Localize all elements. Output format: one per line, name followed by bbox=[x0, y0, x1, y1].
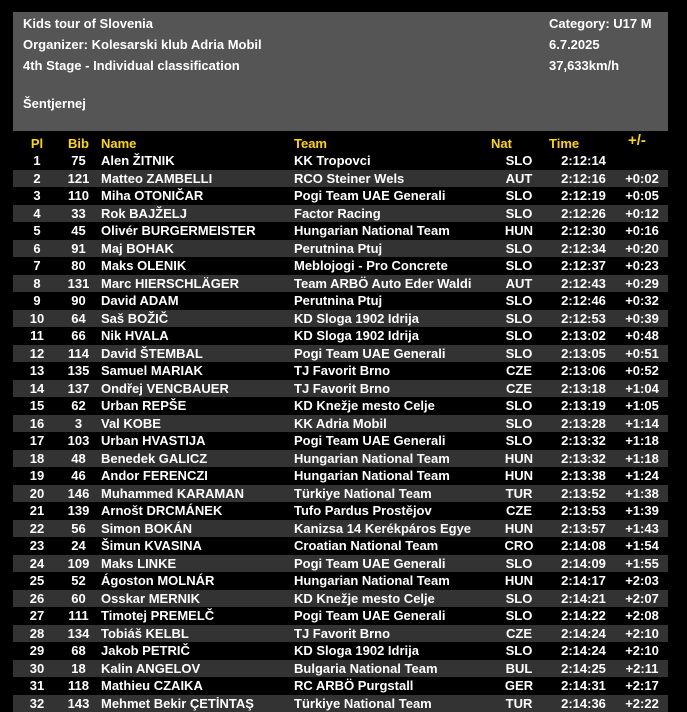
cell-nat: TUR bbox=[497, 487, 541, 501]
cell-pl: 20 bbox=[13, 487, 61, 501]
cell-team: KD Sloga 1902 Idrija bbox=[294, 312, 419, 326]
cell-diff: +0:12 bbox=[617, 207, 667, 221]
cell-pl: 3 bbox=[13, 189, 61, 203]
cell-pl: 9 bbox=[13, 294, 61, 308]
stage-location: Šentjernej bbox=[23, 96, 86, 111]
cell-time: 2:13:06 bbox=[551, 364, 616, 378]
cell-team: TJ Favorit Brno bbox=[294, 364, 390, 378]
cell-name: Andor FERENCZI bbox=[101, 469, 208, 483]
cell-bib: 109 bbox=[61, 557, 96, 571]
cell-name: Rok BAJŽELJ bbox=[101, 207, 187, 221]
cell-nat: SLO bbox=[497, 417, 541, 431]
cell-team: Kanizsa 14 Kerékpáros Egye bbox=[294, 522, 471, 536]
cell-bib: 46 bbox=[61, 469, 96, 483]
cell-nat: SLO bbox=[497, 592, 541, 606]
cell-pl: 22 bbox=[13, 522, 61, 536]
cell-name: Nik HVALA bbox=[101, 329, 169, 343]
cell-pl: 21 bbox=[13, 504, 61, 518]
cell-time: 2:13:28 bbox=[551, 417, 616, 431]
cell-nat: AUT bbox=[497, 172, 541, 186]
cell-pl: 10 bbox=[13, 312, 61, 326]
cell-diff: +2:10 bbox=[617, 644, 667, 658]
cell-diff: +0:32 bbox=[617, 294, 667, 308]
cell-nat: HUN bbox=[497, 469, 541, 483]
cell-nat: CRO bbox=[497, 539, 541, 553]
cell-name: Marc HIERSCHLÄGER bbox=[101, 277, 239, 291]
table-row bbox=[13, 362, 668, 380]
cell-bib: 64 bbox=[61, 312, 96, 326]
table-row bbox=[13, 555, 668, 573]
cell-team: Pogi Team UAE Generali bbox=[294, 347, 445, 361]
cell-time: 2:12:30 bbox=[551, 224, 616, 238]
cell-nat: SLO bbox=[497, 154, 541, 168]
cell-bib: 90 bbox=[61, 294, 96, 308]
cell-team: Team ARBÖ Auto Eder Waldi bbox=[294, 277, 471, 291]
cell-time: 2:13:32 bbox=[551, 452, 616, 466]
cell-pl: 13 bbox=[13, 364, 61, 378]
table-row bbox=[13, 502, 668, 520]
cell-diff: +0:39 bbox=[617, 312, 667, 326]
cell-bib: 131 bbox=[61, 277, 96, 291]
cell-bib: 91 bbox=[61, 242, 96, 256]
cell-bib: 18 bbox=[61, 662, 96, 676]
cell-nat: SLO bbox=[497, 329, 541, 343]
cell-pl: 12 bbox=[13, 347, 61, 361]
cell-time: 2:13:02 bbox=[551, 329, 616, 343]
cell-diff: +0:02 bbox=[617, 172, 667, 186]
cell-nat: HUN bbox=[497, 224, 541, 238]
cell-team: RC ARBÖ Purgstall bbox=[294, 679, 413, 693]
cell-team: KD Knežje mesto Celje bbox=[294, 399, 435, 413]
cell-time: 2:12:14 bbox=[551, 154, 616, 168]
table-row bbox=[13, 310, 668, 328]
cell-nat: SLO bbox=[497, 259, 541, 273]
cell-name: Olivér BURGERMEISTER bbox=[101, 224, 256, 238]
cell-diff: +0:20 bbox=[617, 242, 667, 256]
cell-time: 2:13:38 bbox=[551, 469, 616, 483]
cell-team: Türkiye National Team bbox=[294, 697, 432, 711]
cell-team: Pogi Team UAE Generali bbox=[294, 557, 445, 571]
cell-name: Šimun KVASINA bbox=[101, 539, 202, 553]
race-date: 6.7.2025 bbox=[549, 37, 600, 52]
stage-title: 4th Stage - Individual classification bbox=[23, 58, 240, 73]
cell-name: Samuel MARIAK bbox=[101, 364, 203, 378]
cell-bib: 24 bbox=[61, 539, 96, 553]
cell-pl: 26 bbox=[13, 592, 61, 606]
cell-pl: 1 bbox=[13, 154, 61, 168]
cell-diff: +0:51 bbox=[617, 347, 667, 361]
cell-name: Kalin ANGELOV bbox=[101, 662, 200, 676]
cell-pl: 30 bbox=[13, 662, 61, 676]
cell-bib: 52 bbox=[61, 574, 96, 588]
cell-bib: 56 bbox=[61, 522, 96, 536]
table-row bbox=[13, 590, 668, 608]
cell-pl: 11 bbox=[13, 329, 61, 343]
cell-pl: 8 bbox=[13, 277, 61, 291]
cell-team: TJ Favorit Brno bbox=[294, 627, 390, 641]
cell-diff: +1:54 bbox=[617, 539, 667, 553]
cell-diff: +2:22 bbox=[617, 697, 667, 711]
cell-name: Mehmet Bekir ÇETİNTAŞ bbox=[101, 697, 254, 711]
cell-time: 2:12:19 bbox=[551, 189, 616, 203]
cell-pl: 16 bbox=[13, 417, 61, 431]
cell-nat: SLO bbox=[497, 207, 541, 221]
cell-diff: +1:05 bbox=[617, 399, 667, 413]
cell-pl: 5 bbox=[13, 224, 61, 238]
cell-pl: 25 bbox=[13, 574, 61, 588]
cell-bib: 139 bbox=[61, 504, 96, 518]
cell-name: Jakob PETRIČ bbox=[101, 644, 190, 658]
cell-name: Urban REPŠE bbox=[101, 399, 186, 413]
cell-time: 2:14:24 bbox=[551, 627, 616, 641]
header-bib: Bib bbox=[61, 136, 96, 151]
cell-bib: 33 bbox=[61, 207, 96, 221]
cell-bib: 135 bbox=[61, 364, 96, 378]
cell-team: Perutnina Ptuj bbox=[294, 294, 382, 308]
cell-diff: +2:17 bbox=[617, 679, 667, 693]
cell-name: Timotej PREMELČ bbox=[101, 609, 214, 623]
table-row bbox=[13, 467, 668, 485]
table-body bbox=[13, 152, 668, 712]
cell-bib: 103 bbox=[61, 434, 96, 448]
cell-diff: +1:14 bbox=[617, 417, 667, 431]
cell-time: 2:14:31 bbox=[551, 679, 616, 693]
cell-team: KD Sloga 1902 Idrija bbox=[294, 644, 419, 658]
cell-diff: +0:16 bbox=[617, 224, 667, 238]
cell-time: 2:12:16 bbox=[551, 172, 616, 186]
table-row bbox=[13, 695, 668, 712]
table-row bbox=[13, 537, 668, 555]
cell-nat: HUN bbox=[497, 452, 541, 466]
cell-team: Hungarian National Team bbox=[294, 224, 450, 238]
cell-pl: 14 bbox=[13, 382, 61, 396]
cell-team: Meblojogi - Pro Concrete bbox=[294, 259, 448, 273]
cell-name: Maks OLENIK bbox=[101, 259, 186, 273]
cell-time: 2:14:22 bbox=[551, 609, 616, 623]
cell-team: Tufo Pardus Prostějov bbox=[294, 504, 432, 518]
cell-diff: +0:48 bbox=[617, 329, 667, 343]
cell-nat: HUN bbox=[497, 522, 541, 536]
cell-name: Matteo ZAMBELLI bbox=[101, 172, 212, 186]
cell-diff: +2:11 bbox=[617, 662, 667, 676]
cell-nat: SLO bbox=[497, 189, 541, 203]
cell-bib: 110 bbox=[61, 189, 96, 203]
cell-pl: 19 bbox=[13, 469, 61, 483]
cell-nat: CZE bbox=[497, 364, 541, 378]
cell-nat: SLO bbox=[497, 312, 541, 326]
cell-name: David ŠTEMBAL bbox=[101, 347, 203, 361]
cell-time: 2:12:34 bbox=[551, 242, 616, 256]
cell-diff: +1:43 bbox=[617, 522, 667, 536]
table-row bbox=[13, 222, 668, 240]
cell-team: Factor Racing bbox=[294, 207, 381, 221]
cell-name: Miha OTONIČAR bbox=[101, 189, 203, 203]
header-team: Team bbox=[294, 136, 327, 151]
header-diff: +/- bbox=[628, 132, 646, 149]
cell-name: Urban HVASTIJA bbox=[101, 434, 206, 448]
cell-bib: 48 bbox=[61, 452, 96, 466]
cell-team: Hungarian National Team bbox=[294, 469, 450, 483]
cell-team: Hungarian National Team bbox=[294, 452, 450, 466]
cell-time: 2:14:36 bbox=[551, 697, 616, 711]
cell-name: Ágoston MOLNÁR bbox=[101, 574, 214, 588]
cell-pl: 24 bbox=[13, 557, 61, 571]
cell-team: Pogi Team UAE Generali bbox=[294, 189, 445, 203]
cell-bib: 121 bbox=[61, 172, 96, 186]
header-nat: Nat bbox=[491, 136, 512, 151]
cell-diff: +1:18 bbox=[617, 434, 667, 448]
cell-diff: +2:10 bbox=[617, 627, 667, 641]
cell-time: 2:13:52 bbox=[551, 487, 616, 501]
cell-name: Simon BOKÁN bbox=[101, 522, 192, 536]
cell-name: Mathieu CZAIKA bbox=[101, 679, 203, 693]
cell-pl: 6 bbox=[13, 242, 61, 256]
table-row bbox=[13, 415, 668, 433]
cell-team: KD Sloga 1902 Idrija bbox=[294, 329, 419, 343]
table-row bbox=[13, 432, 668, 450]
cell-bib: 3 bbox=[61, 417, 96, 431]
cell-diff: +0:52 bbox=[617, 364, 667, 378]
table-row bbox=[13, 660, 668, 678]
table-row bbox=[13, 625, 668, 643]
cell-team: KD Knežje mesto Celje bbox=[294, 592, 435, 606]
cell-team: Croatian National Team bbox=[294, 539, 438, 553]
cell-team: Pogi Team UAE Generali bbox=[294, 609, 445, 623]
cell-diff: +1:04 bbox=[617, 382, 667, 396]
cell-pl: 2 bbox=[13, 172, 61, 186]
cell-pl: 7 bbox=[13, 259, 61, 273]
cell-bib: 146 bbox=[61, 487, 96, 501]
cell-time: 2:14:17 bbox=[551, 574, 616, 588]
cell-pl: 4 bbox=[13, 207, 61, 221]
cell-name: Osskar MERNIK bbox=[101, 592, 200, 606]
cell-time: 2:12:37 bbox=[551, 259, 616, 273]
cell-nat: CZE bbox=[497, 627, 541, 641]
cell-time: 2:13:18 bbox=[551, 382, 616, 396]
cell-nat: BUL bbox=[497, 662, 541, 676]
cell-time: 2:14:08 bbox=[551, 539, 616, 553]
cell-time: 2:14:09 bbox=[551, 557, 616, 571]
cell-team: Türkiye National Team bbox=[294, 487, 432, 501]
cell-bib: 137 bbox=[61, 382, 96, 396]
table-row bbox=[13, 170, 668, 188]
header-time: Time bbox=[549, 136, 579, 151]
cell-name: Tobiáš KELBL bbox=[101, 627, 189, 641]
cell-diff: +2:07 bbox=[617, 592, 667, 606]
table-row bbox=[13, 327, 668, 345]
cell-time: 2:14:21 bbox=[551, 592, 616, 606]
cell-pl: 27 bbox=[13, 609, 61, 623]
cell-team: KK Tropovci bbox=[294, 154, 371, 168]
cell-diff: +1:38 bbox=[617, 487, 667, 501]
cell-pl: 18 bbox=[13, 452, 61, 466]
category: Category: U17 M bbox=[549, 16, 652, 31]
table-row bbox=[13, 642, 668, 660]
cell-time: 2:13:53 bbox=[551, 504, 616, 518]
cell-diff: +2:08 bbox=[617, 609, 667, 623]
cell-team: KK Adria Mobil bbox=[294, 417, 387, 431]
cell-name: Arnošt DRCMÁNEK bbox=[101, 504, 222, 518]
results-table bbox=[13, 131, 668, 712]
table-row bbox=[13, 450, 668, 468]
cell-nat: SLO bbox=[497, 557, 541, 571]
cell-name: Val KOBE bbox=[101, 417, 161, 431]
cell-team: Hungarian National Team bbox=[294, 574, 450, 588]
cell-diff: +1:18 bbox=[617, 452, 667, 466]
cell-nat: SLO bbox=[497, 644, 541, 658]
cell-diff: +0:05 bbox=[617, 189, 667, 203]
cell-team: Pogi Team UAE Generali bbox=[294, 434, 445, 448]
cell-pl: 31 bbox=[13, 679, 61, 693]
cell-time: 2:12:43 bbox=[551, 277, 616, 291]
table-row bbox=[13, 292, 668, 310]
table-row bbox=[13, 345, 668, 363]
cell-team: Perutnina Ptuj bbox=[294, 242, 382, 256]
cell-bib: 62 bbox=[61, 399, 96, 413]
cell-bib: 66 bbox=[61, 329, 96, 343]
cell-bib: 134 bbox=[61, 627, 96, 641]
cell-time: 2:12:26 bbox=[551, 207, 616, 221]
cell-bib: 111 bbox=[61, 609, 96, 623]
cell-pl: 28 bbox=[13, 627, 61, 641]
cell-nat: SLO bbox=[497, 294, 541, 308]
cell-diff: +0:23 bbox=[617, 259, 667, 273]
cell-name: Maks LINKE bbox=[101, 557, 176, 571]
cell-pl: 29 bbox=[13, 644, 61, 658]
cell-time: 2:12:53 bbox=[551, 312, 616, 326]
cell-pl: 15 bbox=[13, 399, 61, 413]
cell-time: 2:14:24 bbox=[551, 644, 616, 658]
cell-pl: 32 bbox=[13, 697, 61, 711]
table-row bbox=[13, 152, 668, 170]
cell-team: Bulgaria National Team bbox=[294, 662, 438, 676]
table-row bbox=[13, 572, 668, 590]
cell-name: David ADAM bbox=[101, 294, 179, 308]
cell-team: RCO Steiner Wels bbox=[294, 172, 404, 186]
cell-nat: TUR bbox=[497, 697, 541, 711]
cell-time: 2:13:19 bbox=[551, 399, 616, 413]
header-name: Name bbox=[101, 136, 136, 151]
cell-nat: HUN bbox=[497, 574, 541, 588]
table-row bbox=[13, 257, 668, 275]
cell-name: Alen ŽITNIK bbox=[101, 154, 175, 168]
table-row bbox=[13, 397, 668, 415]
cell-name: Saš BOŽIČ bbox=[101, 312, 168, 326]
cell-diff: +0:29 bbox=[617, 277, 667, 291]
cell-nat: SLO bbox=[497, 242, 541, 256]
cell-bib: 75 bbox=[61, 154, 96, 168]
table-row bbox=[13, 485, 668, 503]
table-row bbox=[13, 520, 668, 538]
table-row bbox=[13, 187, 668, 205]
cell-bib: 45 bbox=[61, 224, 96, 238]
average-speed: 37,633km/h bbox=[549, 58, 619, 73]
cell-nat: SLO bbox=[497, 609, 541, 623]
table-row bbox=[13, 205, 668, 223]
cell-diff: +1:39 bbox=[617, 504, 667, 518]
cell-nat: SLO bbox=[497, 434, 541, 448]
table-row bbox=[13, 275, 668, 293]
organizer: Organizer: Kolesarski klub Adria Mobil bbox=[23, 37, 262, 52]
cell-bib: 60 bbox=[61, 592, 96, 606]
cell-pl: 17 bbox=[13, 434, 61, 448]
cell-time: 2:13:32 bbox=[551, 434, 616, 448]
cell-name: Muhammed KARAMAN bbox=[101, 487, 244, 501]
cell-diff: +1:24 bbox=[617, 469, 667, 483]
cell-team: TJ Favorit Brno bbox=[294, 382, 390, 396]
cell-nat: CZE bbox=[497, 382, 541, 396]
cell-bib: 68 bbox=[61, 644, 96, 658]
cell-time: 2:14:25 bbox=[551, 662, 616, 676]
cell-time: 2:12:46 bbox=[551, 294, 616, 308]
cell-name: Maj BOHAK bbox=[101, 242, 174, 256]
cell-bib: 80 bbox=[61, 259, 96, 273]
cell-pl: 23 bbox=[13, 539, 61, 553]
table-row bbox=[13, 607, 668, 625]
cell-diff: +2:03 bbox=[617, 574, 667, 588]
table-row bbox=[13, 677, 668, 695]
cell-nat: SLO bbox=[497, 347, 541, 361]
cell-time: 2:13:57 bbox=[551, 522, 616, 536]
cell-time: 2:13:05 bbox=[551, 347, 616, 361]
cell-nat: SLO bbox=[497, 399, 541, 413]
table-row bbox=[13, 380, 668, 398]
cell-nat: CZE bbox=[497, 504, 541, 518]
cell-nat: AUT bbox=[497, 277, 541, 291]
cell-bib: 114 bbox=[61, 347, 96, 361]
cell-bib: 118 bbox=[61, 679, 96, 693]
table-row bbox=[13, 240, 668, 258]
cell-nat: GER bbox=[497, 679, 541, 693]
cell-name: Benedek GALICZ bbox=[101, 452, 207, 466]
table-header-row bbox=[13, 131, 668, 152]
race-title: Kids tour of Slovenia bbox=[23, 16, 153, 31]
cell-name: Ondřej VENCBAUER bbox=[101, 382, 229, 396]
cell-bib: 143 bbox=[61, 697, 96, 711]
results-header bbox=[13, 12, 668, 131]
cell-diff: +1:55 bbox=[617, 557, 667, 571]
header-pl: Pl bbox=[13, 136, 61, 151]
